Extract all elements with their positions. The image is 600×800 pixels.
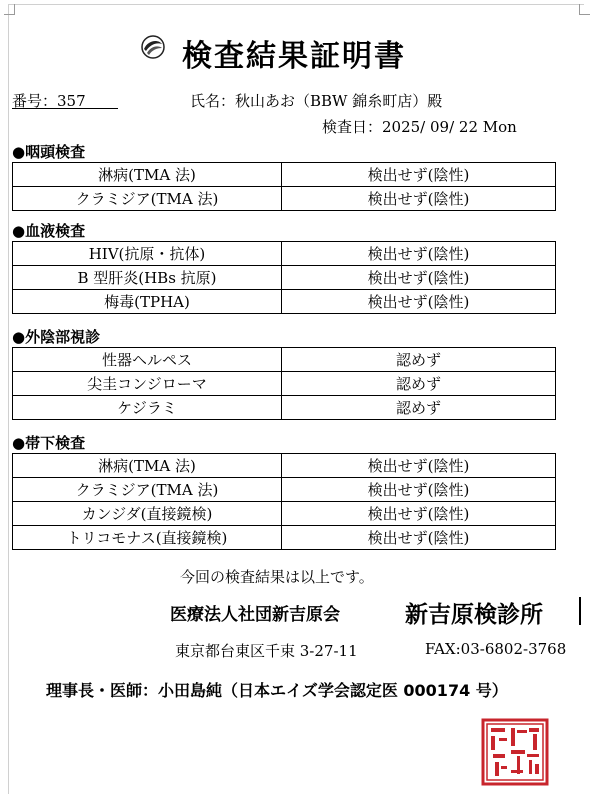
results-table-throat xyxy=(12,162,556,211)
section-heading-blood: ●血液検査 xyxy=(12,222,86,240)
test-result: 検出せず(陰性) xyxy=(282,478,556,502)
text-cursor xyxy=(579,597,581,625)
corporation-name: 医療法人社団新吉原会 xyxy=(170,605,340,625)
results-table-blood xyxy=(12,241,556,314)
section-heading-discharge: ●帯下検査 xyxy=(12,434,86,452)
table-row xyxy=(13,454,556,478)
test-item: クラミジア(TMA 法) xyxy=(13,187,282,211)
test-item: 尖圭コンジローマ xyxy=(13,372,282,396)
test-result: 検出せず(陰性) xyxy=(282,502,556,526)
test-item: 淋病(TMA 法) xyxy=(13,163,282,187)
test-result: 認めず xyxy=(282,396,556,420)
clinic-address: 東京都台東区千束 3-27-11 xyxy=(175,642,358,660)
clinic-logo-icon xyxy=(140,34,166,60)
table-row xyxy=(13,187,556,211)
table-row xyxy=(13,163,556,187)
test-item: 梅毒(TPHA) xyxy=(13,290,282,314)
exam-date: 検査日：2025/ 09/ 22 Mon xyxy=(322,118,517,136)
table-row xyxy=(13,348,556,372)
crop-mark-right xyxy=(579,4,590,15)
test-item: 性器ヘルペス xyxy=(13,348,282,372)
director-line: 理事長・医師：小田島純（日本エイズ学会認定医 000174 号） xyxy=(46,681,508,700)
test-item: B 型肝炎(HBs 抗原) xyxy=(13,266,282,290)
test-item: HIV(抗原・抗体) xyxy=(13,242,282,266)
results-table-visual-exam xyxy=(12,347,556,420)
patient-name: 氏名：秋山あお（BBW 錦糸町店）殿 xyxy=(190,92,443,110)
table-row xyxy=(13,396,556,420)
table-row xyxy=(13,526,556,550)
number-underline xyxy=(12,108,118,109)
test-result: 検出せず(陰性) xyxy=(282,242,556,266)
test-item: ケジラミ xyxy=(13,396,282,420)
document-title: 検査結果証明書 xyxy=(182,39,406,74)
table-row xyxy=(13,372,556,396)
section-heading-visual-exam: ●外陰部視診 xyxy=(12,328,101,346)
results-table-discharge xyxy=(12,453,556,550)
test-result: 検出せず(陰性) xyxy=(282,526,556,550)
test-result: 検出せず(陰性) xyxy=(282,454,556,478)
clinic-name: 新吉原検診所 xyxy=(405,602,543,628)
test-item: 淋病(TMA 法) xyxy=(13,454,282,478)
table-row xyxy=(13,290,556,314)
certificate-number: 番号：357 xyxy=(12,92,86,110)
test-item: トリコモナス(直接鏡検) xyxy=(13,526,282,550)
test-result: 認めず xyxy=(282,348,556,372)
test-item: クラミジア(TMA 法) xyxy=(13,478,282,502)
test-item: カンジダ(直接鏡検) xyxy=(13,502,282,526)
crop-mark-left xyxy=(4,4,15,15)
test-result: 検出せず(陰性) xyxy=(282,187,556,211)
table-row xyxy=(13,266,556,290)
table-row xyxy=(13,502,556,526)
footer-note: 今回の検査結果は以上です。 xyxy=(180,568,374,586)
test-result: 認めず xyxy=(282,372,556,396)
red-seal-stamp xyxy=(481,718,549,786)
table-row xyxy=(13,242,556,266)
test-result: 検出せず(陰性) xyxy=(282,290,556,314)
section-heading-throat: ●咽頭検査 xyxy=(12,143,86,161)
table-row xyxy=(13,478,556,502)
test-result: 検出せず(陰性) xyxy=(282,163,556,187)
clinic-fax: FAX:03-6802-3768 xyxy=(425,640,567,658)
test-result: 検出せず(陰性) xyxy=(282,266,556,290)
